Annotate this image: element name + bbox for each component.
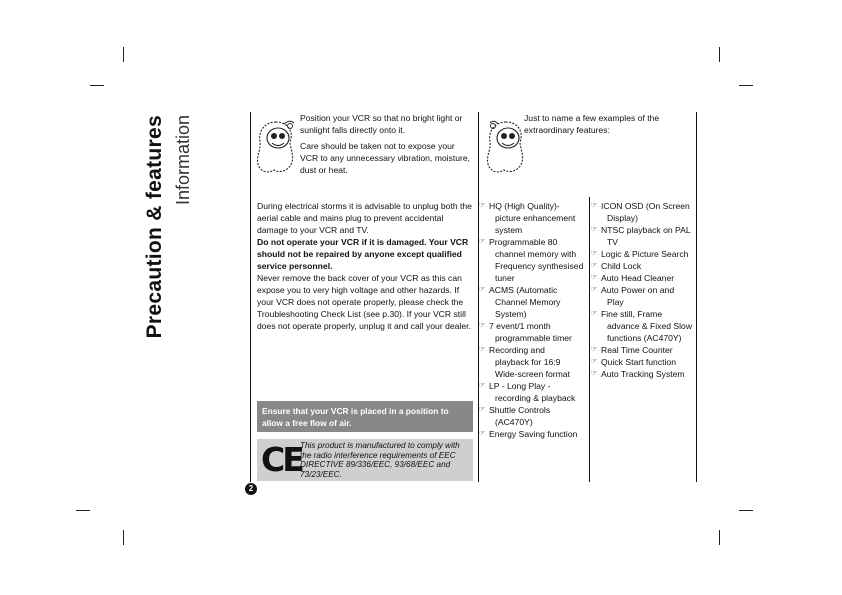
feature-item-text: Energy Saving function [489, 429, 578, 439]
feature-item-text: programmable timer [495, 333, 572, 343]
feature-item-text: Auto Head Cleaner [601, 273, 675, 283]
intro-placement [300, 112, 475, 136]
pointing-hand-icon: ☞ [591, 202, 598, 209]
feature-item-text: NTSC playback on PAL [601, 225, 691, 235]
feature-item-text: Wide-screen format [495, 369, 570, 379]
feature-item [591, 248, 695, 260]
feature-item [591, 344, 695, 356]
feature-item [591, 272, 695, 284]
ce-mark-icon: CE [261, 440, 302, 479]
ce-compliance-box [257, 439, 473, 481]
section-title [143, 115, 193, 365]
column-rule [696, 112, 697, 482]
page-number: 2 [245, 483, 257, 495]
feature-item-text: Frequency synthesised [495, 261, 584, 271]
pointing-hand-icon: ☞ [479, 202, 486, 209]
feature-item [479, 320, 587, 344]
pointing-hand-icon: ☞ [479, 238, 486, 245]
back-cover-paragraph [257, 272, 473, 332]
pointing-hand-icon: ☞ [591, 226, 598, 233]
mascot-illustration [254, 118, 298, 176]
feature-item-text: functions (AC470Y) [607, 333, 682, 343]
feature-item [591, 308, 695, 344]
feature-item [591, 260, 695, 272]
feature-item-text: Child Lock [601, 261, 642, 271]
pointing-hand-icon: ☞ [479, 382, 486, 389]
feature-item-text: Shuttle Controls [489, 405, 551, 415]
page-subtitle: Information [173, 115, 193, 206]
pointing-hand-icon: ☞ [591, 274, 598, 281]
feature-item-text: system [495, 225, 523, 235]
feature-item-text: Logic & Picture Search [601, 249, 689, 259]
storm-paragraph [257, 200, 473, 236]
feature-item-text: channel memory with [495, 249, 577, 259]
feature-item-text: Quick Start function [601, 357, 676, 367]
crop-mark [123, 530, 124, 545]
column-rule [589, 197, 590, 482]
features-intro [524, 112, 694, 136]
feature-item [479, 428, 587, 440]
pointing-hand-icon: ☞ [591, 310, 598, 317]
feature-item-text: Auto Power on and [601, 285, 675, 295]
airflow-warning-text: Ensure that your VCR is placed in a position to allow a free flow of air. [262, 406, 449, 428]
crop-mark [76, 510, 90, 511]
feature-item-text: playback for 16:9 [495, 357, 561, 367]
feature-item-text: Channel Memory [495, 297, 561, 307]
feature-item [591, 356, 695, 368]
pointing-hand-icon: ☞ [591, 262, 598, 269]
feature-item [479, 380, 587, 404]
features-list [479, 200, 587, 440]
airflow-warning-box [257, 401, 473, 432]
feature-item-text: HQ (High Quality)- [489, 201, 560, 211]
feature-item-text: System) [495, 309, 527, 319]
feature-item-text: ACMS (Automatic [489, 285, 558, 295]
feature-item-text: Play [607, 297, 624, 307]
feature-item-text: Fine still, Frame [601, 309, 663, 319]
pointing-hand-icon: ☞ [479, 406, 486, 413]
column-rule [478, 112, 479, 482]
crop-mark [739, 85, 753, 86]
pointing-hand-icon: ☞ [479, 430, 486, 437]
feature-item-text: Auto Tracking System [601, 369, 685, 379]
pointing-hand-icon: ☞ [591, 346, 598, 353]
crop-mark [719, 530, 720, 545]
features-intro-text: Just to name a few examples of the extraordinary features: [524, 113, 660, 135]
damaged-warning [257, 236, 473, 272]
pointing-hand-icon: ☞ [479, 346, 486, 353]
feature-item-text: TV [607, 237, 618, 247]
feature-item-text: recording & playback [495, 393, 576, 403]
feature-item-text: tuner [495, 273, 515, 283]
feature-item [479, 200, 587, 236]
feature-item [479, 344, 587, 380]
feature-item-text: ICON OSD (On Screen [601, 201, 690, 211]
feature-item [591, 224, 695, 248]
pointing-hand-icon: ☞ [479, 322, 486, 329]
ce-compliance-text: This product is manufactured to comply with the radio interference requirements of EEC DIRECTIVE 89/336/EEC, 93/68/EEC and 73/23/EEC. [300, 441, 460, 479]
feature-item [479, 284, 587, 320]
damaged-warning-text: Do not operate your VCR if it is damaged. Your VCR should not be repaired by anyone except qualified service personnel. [257, 237, 469, 271]
pointing-hand-icon: ☞ [591, 370, 598, 377]
feature-item-text: Programmable 80 [489, 237, 558, 247]
intro-vibration [300, 140, 475, 176]
feature-item-text: (AC470Y) [495, 417, 533, 427]
feature-item-text: picture enhancement [495, 213, 576, 223]
intro-text-2: Care should be taken not to expose your VCR to any unnecessary vibration, moisture, dust or heat. [300, 141, 471, 175]
feature-item [591, 284, 695, 308]
feature-item-text: advance & Fixed Slow [607, 321, 693, 331]
crop-mark [719, 47, 720, 62]
feature-item [591, 200, 695, 224]
feature-item [479, 236, 587, 284]
crop-mark [90, 85, 104, 86]
pointing-hand-icon: ☞ [591, 286, 598, 293]
feature-item-text: Display) [607, 213, 639, 223]
intro-text-1: Position your VCR so that no bright light or sunlight falls directly onto it. [300, 113, 463, 135]
pointing-hand-icon: ☞ [591, 358, 598, 365]
column-rule [250, 112, 251, 482]
features-list [591, 200, 695, 380]
crop-mark [123, 47, 124, 62]
feature-item [591, 368, 695, 380]
mascot-illustration [484, 118, 528, 176]
pointing-hand-icon: ☞ [479, 286, 486, 293]
page-title: Precaution & features [143, 115, 166, 339]
storm-text: During electrical storms it is advisable to unplug both the aerial cable and mains plug to prevent accidental damage to your VCR and TV. [257, 201, 472, 235]
back-cover-text: Never remove the back cover of your VCR as this can expose you to very high voltage and other hazards. If your VCR does not operate properly, please check the Troubleshooting Check List (see p.30). If your VCR still does not operate properly, unplug it and call your dealer. [257, 273, 471, 331]
feature-item-text: Real Time Counter [601, 345, 673, 355]
feature-item [479, 404, 587, 428]
crop-mark [739, 510, 753, 511]
feature-item-text: Recording and [489, 345, 545, 355]
feature-item-text: LP - Long Play - [489, 381, 551, 391]
feature-item-text: 7 event/1 month [489, 321, 551, 331]
pointing-hand-icon: ☞ [591, 250, 598, 257]
